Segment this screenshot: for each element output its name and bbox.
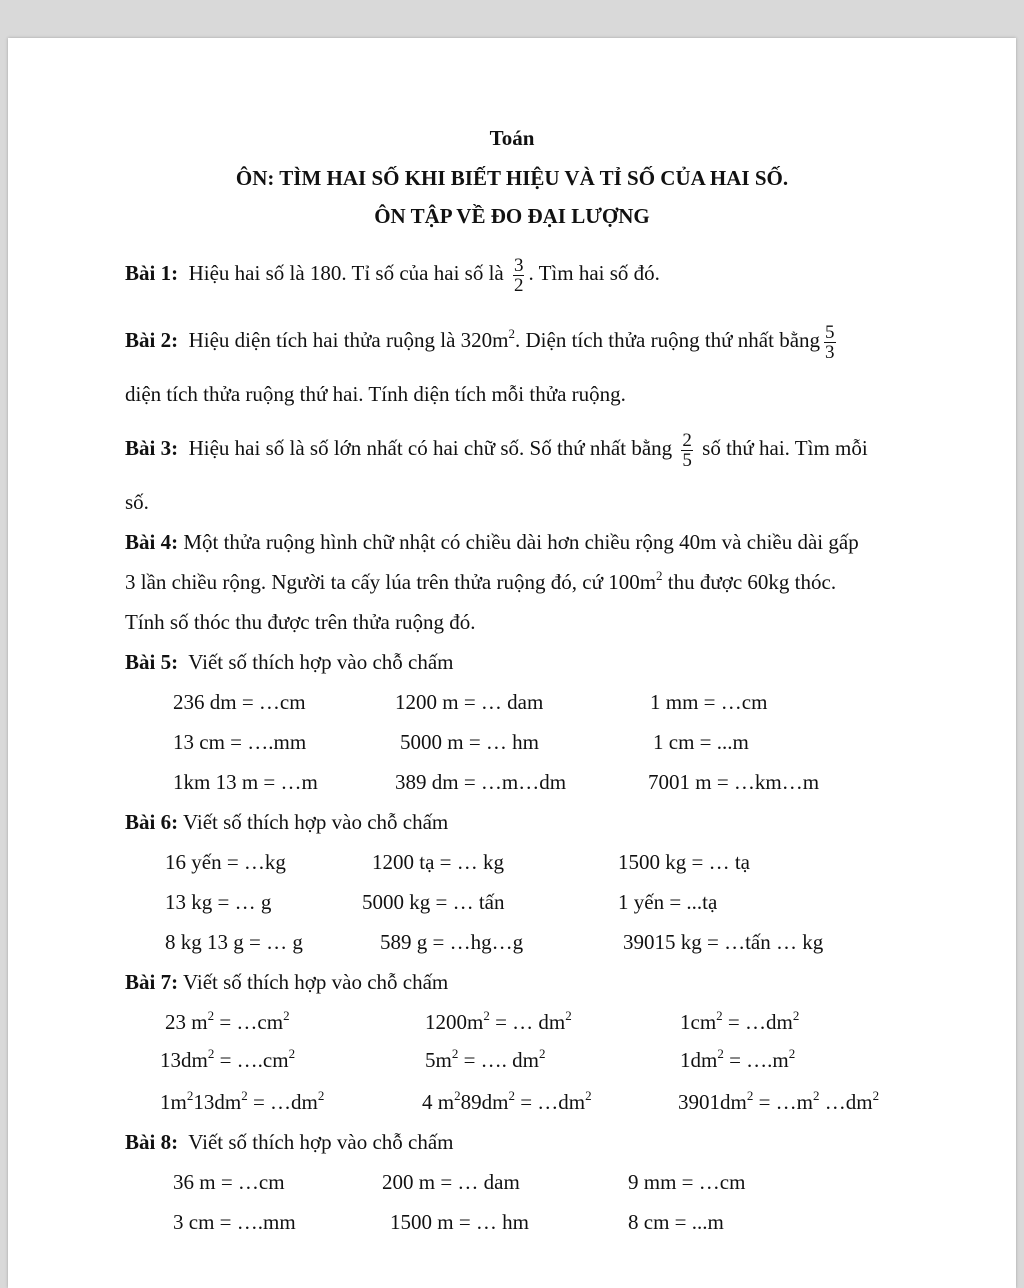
exercise-1: Bài 1: Hiệu hai số là 180. Tỉ số của hai số là $\frac{3}{2}$ . Tìm hai số đó.: [125, 254, 660, 296]
exercise-6-label: Bài 6:: [125, 810, 179, 834]
title-line-2: ÔN TẬP VỀ ĐO ĐẠI LƯỢNG: [374, 204, 650, 228]
fraction-2-5: $\frac{2}{5}$: [682, 429, 692, 471]
exercise-4-line-2: 3 lần chiều rộng. Người ta cấy lúa trên thửa ruộng đó, cứ $100m^2$ thu được 60kg thóc.: [125, 568, 837, 594]
exercise-2-label: Bài 2:: [125, 328, 179, 352]
exercise-3-line-2: số.: [125, 490, 149, 514]
conversion-item: 200 m = … dam: [382, 1170, 520, 1194]
conversion-item: 1200 tạ = … kg: [372, 850, 504, 874]
area-conversion-item: $5m^2$ = …. $dm^2$: [425, 1046, 546, 1072]
area-conversion-item: $1dm^2$ = $\dots.m^2$: [680, 1046, 796, 1072]
subject-heading: Toán: [489, 126, 535, 150]
exercise-8: Bài 8: Viết số thích hợp vào chỗ chấm: [125, 1130, 454, 1154]
conversion-item: 1200 m = … dam: [395, 690, 544, 714]
conversion-item: 13 kg = … g: [165, 890, 272, 914]
exercise-3: Bài 3: Hiệu hai số là số lớn nhất có hai chữ số. Số thứ nhất bằng $\frac{2}{5}$ số thứ hai. Tìm mỗi: [125, 429, 868, 471]
conversion-item: 389 dm = …m…dm: [395, 770, 567, 794]
exercise-7: Bài 7: Viết số thích hợp vào chỗ chấm: [125, 970, 449, 994]
area-conversion-item: $1200m^2$ = … $dm^2$: [425, 1008, 572, 1034]
conversion-item: 1500 kg = … tạ: [618, 850, 750, 874]
conversion-item: 7001 m = …km…m: [648, 770, 820, 794]
area-conversion-item: 4 $m^289dm^2$ = $\dots dm^2$: [422, 1088, 592, 1114]
exercise-2: Bài 2: Hiệu diện tích hai thửa ruộng là $320m^2$. Diện tích thửa ruộng thứ nhất bằng $\frac{5}{3}$: [125, 321, 835, 363]
conversion-item: 1 cm = ...m: [653, 730, 749, 754]
conversion-item: 9 mm = …cm: [628, 1170, 746, 1194]
conversion-item: 16 yến = …kg: [165, 850, 286, 874]
fraction-5-3: $\frac{5}{3}$: [825, 321, 835, 363]
title-line-1: ÔN: TÌM HAI SỐ KHI BIẾT HIỆU VÀ TỈ SỐ CỦA HAI SỐ.: [235, 166, 789, 190]
worksheet-page: [8, 38, 1016, 1288]
conversion-item: 589 g = …hg…g: [380, 930, 524, 954]
conversion-item: 1 mm = …cm: [650, 690, 768, 714]
area-conversion-item: $1m^213dm^2$ = $\dots dm^2$: [160, 1088, 325, 1114]
conversion-item: 1km 13 m = …m: [173, 770, 318, 794]
conversion-item: 36 m = …cm: [173, 1170, 285, 1194]
area-conversion-item: $1cm^2$ = $\dots dm^2$: [680, 1008, 800, 1034]
exercise-8-label: Bài 8:: [125, 1130, 179, 1154]
area-conversion-item: $3901dm^2$ = $\dots m^2$ $\dots dm^2$: [678, 1088, 880, 1114]
exercise-2-line-2: diện tích thửa ruộng thứ hai. Tính diện tích mỗi thửa ruộng.: [125, 382, 626, 406]
exercise-4: Bài 4: Một thửa ruộng hình chữ nhật có chiều dài hơn chiều rộng 40m và chiều dài gấp: [125, 530, 859, 554]
conversion-item: 1 yến = ...tạ: [618, 890, 718, 914]
conversion-item: 1500 m = … hm: [390, 1210, 530, 1234]
exercise-1-label: Bài 1:: [125, 261, 179, 285]
exercise-1-text: Hiệu hai số là 180. Tỉ số của hai số là: [188, 261, 504, 285]
exercise-7-label: Bài 7:: [125, 970, 179, 994]
exercise-5-label: Bài 5:: [125, 650, 179, 674]
exercise-4-line-3: Tính số thóc thu được trên thửa ruộng đó.: [125, 610, 476, 634]
conversion-item: 5000 m = … hm: [400, 730, 540, 754]
fraction-3-2: $\frac{3}{2}$: [513, 254, 524, 296]
area-conversion-item: 23 $m^2$ = $\dots cm^2$: [165, 1008, 290, 1034]
exercise-6: Bài 6: Viết số thích hợp vào chỗ chấm: [125, 810, 449, 834]
conversion-item: 8 cm = ...m: [628, 1210, 724, 1234]
conversion-item: 236 dm = …cm: [173, 690, 306, 714]
conversion-item: 3 cm = ….mm: [173, 1210, 296, 1234]
conversion-item: 13 cm = ….mm: [173, 730, 307, 754]
conversion-item: 39015 kg = …tấn … kg: [623, 930, 824, 954]
area-conversion-item: $13dm^2$ = $\dots.cm^2$: [160, 1046, 296, 1072]
exercise-3-label: Bài 3:: [125, 436, 179, 460]
exercise-5: Bài 5: Viết số thích hợp vào chỗ chấm: [125, 650, 454, 674]
conversion-item: 8 kg 13 g = … g: [165, 930, 303, 954]
exercise-4-label: Bài 4:: [125, 530, 179, 554]
conversion-item: 5000 kg = … tấn: [362, 890, 505, 914]
